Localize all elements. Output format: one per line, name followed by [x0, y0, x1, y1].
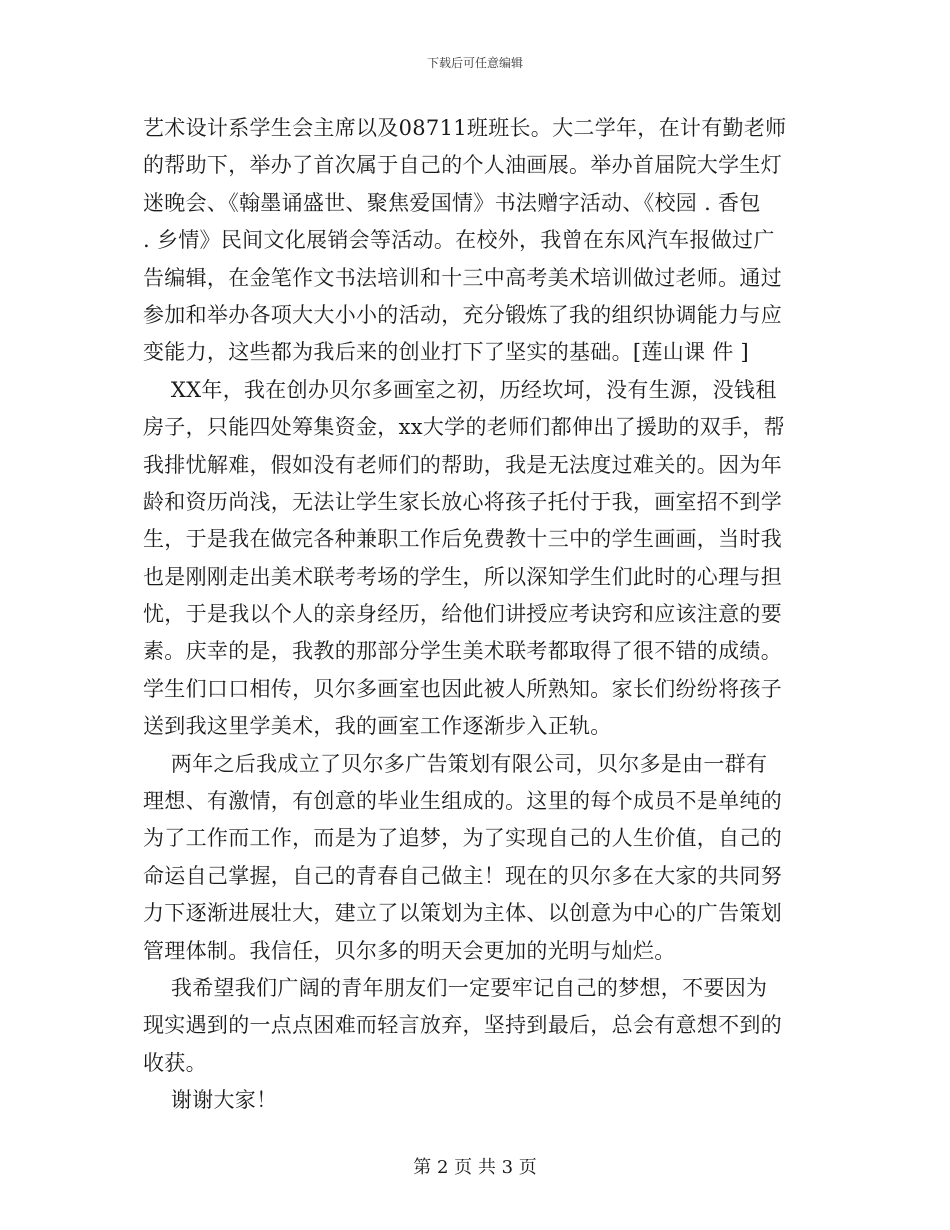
text-line: 两年之后我成立了贝尔多广告策划有限公司，贝尔多是由一群有	[143, 751, 768, 776]
text-line: 送到我这里学美术，我的画室工作逐渐步入正轨。	[143, 714, 612, 739]
document-body	[143, 110, 808, 1120]
text-line: XX年，我在创办贝尔多画室之初，历经坎坷，没有生源，没钱租	[143, 377, 777, 402]
text-line: 艺术设计系学生会主席以及08711班班长。大二学年，在计有勤老师	[143, 116, 787, 140]
text-line: 现实遇到的一点点困难而轻言放弃，坚持到最后，总会有意想不到的	[143, 1013, 782, 1038]
text-line: 力下逐渐进展壮大，建立了以策划为主体、以创意为中心的广告策划	[143, 901, 782, 926]
text-line: 命运自己掌握，自己的青春自己做主！现在的贝尔多在大家的共同努	[143, 863, 782, 888]
text-line: 忧，于是我以个人的亲身经历，给他们讲授应考诀窍和应该注意的要	[143, 602, 782, 627]
text-line: 我希望我们广阔的青年朋友们一定要牢记自己的梦想，不要因为	[143, 975, 768, 1000]
text-line: 参加和举办各项大大小小的活动，充分锻炼了我的组织协调能力与应	[143, 302, 782, 327]
text-line: 迷晚会、《翰墨诵盛世、聚焦爱国情》书法赠字活动、《校园 . 香包	[143, 190, 761, 215]
text-line: 房子，只能四处筹集资金，xx大学的老师们都伸出了援助的双手，帮	[143, 415, 785, 440]
text-line: 理想、有激情，有创意的毕业生组成的。这里的每个成员不是单纯的	[143, 789, 782, 814]
text-line: 素。庆幸的是，我教的那部分学生美术联考都取得了很不错的成绩。	[143, 639, 782, 664]
text-line: 收获。	[143, 1050, 207, 1075]
text-line: 龄和资历尚浅，无法让学生家长放心将孩子托付于我，画室招不到学	[143, 489, 782, 514]
text-line: 生，于是我在做完各种兼职工作后免费教十三中的学生画画，当时我	[143, 527, 782, 552]
text-line: 管理体制。我信任，贝尔多的明天会更加的光明与灿烂。	[143, 938, 676, 963]
text-line: 告编辑，在金笔作文书法培训和十三中高考美术培训做过老师。通过	[143, 265, 782, 290]
text-line: 谢谢大家！	[143, 1088, 278, 1113]
text-line: 为了工作而工作，而是为了追梦，为了实现自己的人生价值，自己的	[143, 826, 782, 851]
text-line: 也是刚刚走出美术联考考场的学生，所以深知学生们此时的心理与担	[143, 564, 782, 589]
text-line: 我排忧解难，假如没有老师们的帮助，我是无法度过难关的。因为年	[143, 452, 782, 477]
page-header: 下载后可任意编辑	[426, 56, 523, 70]
page-number-footer: 第 2 页 共 3 页	[413, 1157, 537, 1178]
text-line: 变能力，这些都为我后来的创业打下了坚实的基础。[莲山课 件 ]	[143, 340, 750, 365]
text-line: 学生们口口相传，贝尔多画室也因此被人所熟知。家长们纷纷将孩子	[143, 676, 782, 701]
text-line: . 乡情》民间文化展销会等活动。在校外，我曾在东风汽车报做过广	[143, 228, 775, 253]
text-line: 的帮助下，举办了首次属于自己的个人油画展。举办首届院大学生灯	[143, 153, 782, 178]
